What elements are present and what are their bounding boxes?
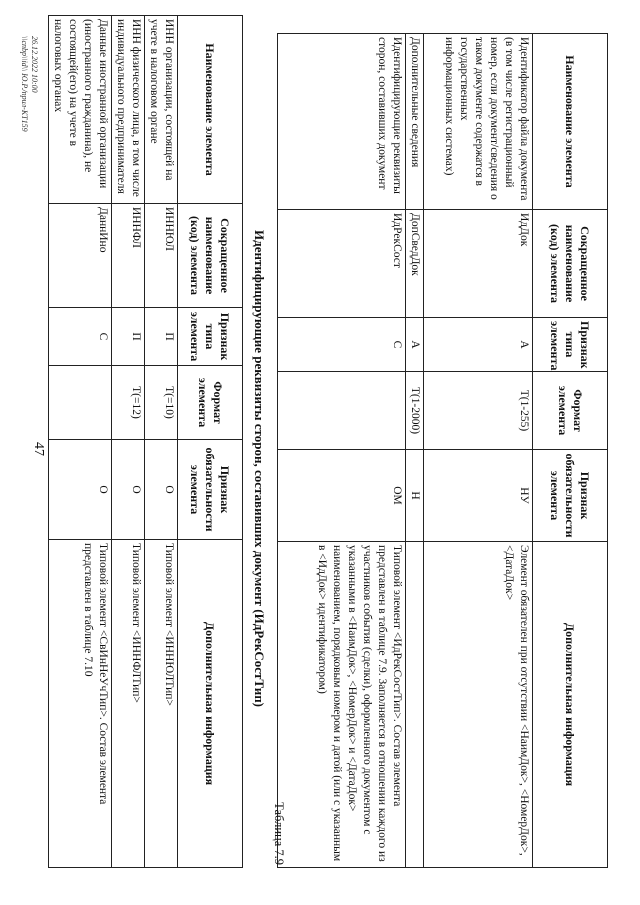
header-code: Сокращенное наименование (код) элемента	[178, 204, 243, 308]
cell-name: Данные иностранной организации (иностранного гражданина), не состоящей(его) на учете в налоговых органах	[49, 16, 112, 204]
cell-name: Идентификатор файла документа (в том числе регистрационный номер, если документ/сведения о таком документе содержатся в государственных информационных системах)	[424, 34, 533, 210]
cell-info: Типовой элемент <ИдРекСостТип>. Состав элемента представлен в таблице 7.9. Заполняется в отношении каждого из участников события (сделки), оформленного документом с указанными в <НаимДок>, <НомерДок> и <ДатаДок> наименованием, порядковым номером и датой (или с указанным в <ИдДок> идентификатором)	[278, 542, 406, 868]
cell-format: T(=12)	[112, 366, 145, 440]
table-row	[145, 16, 178, 868]
cell-type: А	[424, 318, 533, 372]
header-format: Формат элемента	[178, 366, 243, 440]
page-number: 47	[31, 442, 46, 456]
cell-name: ИНН организации, состоящей на учете в налоговом органе	[145, 16, 178, 204]
cell-required: ОМ	[278, 450, 406, 542]
table-document-elements	[277, 33, 608, 868]
cell-info: Элемент обязателен при отсутствии <НаимДок>, <НомерДок>, <ДатаДок>	[424, 542, 533, 868]
table-header-row	[178, 16, 243, 868]
cell-type: С	[49, 308, 112, 366]
cell-name: ИНН физического лица, в том числе индивидуального предпринимателя	[112, 16, 145, 204]
cell-code: ИННЮЛ	[145, 204, 178, 308]
header-code: Сокращенное наименование (код) элемента	[533, 210, 608, 318]
cell-format: T(1-2000)	[406, 372, 424, 450]
cell-required: О	[112, 440, 145, 540]
cell-required: О	[49, 440, 112, 540]
header-name: Наименование элемента	[533, 34, 608, 210]
cell-type: П	[112, 308, 145, 366]
cell-name: Идентифицирующие реквизиты сторон, составивших документ	[278, 34, 406, 210]
cell-info: Типовой элемент <СвИнНеУчТип>. Состав элемента представлен в таблице 7.10	[49, 540, 112, 868]
cell-info: Типовой элемент <ИННФЛТип>	[112, 540, 145, 868]
cell-type: А	[406, 318, 424, 372]
table-row	[278, 34, 406, 868]
cell-code: ИдРекСост	[278, 210, 406, 318]
cell-format: T(=10)	[145, 366, 178, 440]
table-row	[424, 34, 533, 868]
cell-code: ИдДок	[424, 210, 533, 318]
cell-required: Н	[406, 450, 424, 542]
table-header-row	[533, 34, 608, 868]
cell-format: T(1-255)	[424, 372, 533, 450]
header-format: Формат элемента	[533, 372, 608, 450]
cell-type: П	[145, 308, 178, 366]
header-required: Признак обязательности элемента	[533, 450, 608, 542]
header-type: Признак типа элемента	[533, 318, 608, 372]
cell-code: ИННФЛ	[112, 204, 145, 308]
table-identifying-details	[48, 15, 243, 868]
header-info: Дополнительная информация	[178, 540, 243, 868]
table-row	[406, 34, 424, 868]
header-type: Признак типа элемента	[178, 308, 243, 366]
table-title: Идентифицирующие реквизиты сторон, составивших документ (ИдРекСостТип)	[252, 230, 267, 708]
cell-name: Дополнительные сведения	[406, 34, 424, 210]
header-required: Признак обязательности элемента	[178, 440, 243, 540]
cell-required: О	[145, 440, 178, 540]
stamp-path: \\cnbp\\id\\ Ю.Р./прил-КТ159	[20, 36, 29, 132]
table-row	[112, 16, 145, 868]
header-name: Наименование элемента	[178, 16, 243, 204]
cell-type: С	[278, 318, 406, 372]
table-label: Таблица 7.9	[272, 802, 286, 865]
cell-info: Типовой элемент <ИННЮЛТип>	[145, 540, 178, 868]
table-row	[49, 16, 112, 868]
header-info: Дополнительная информация	[533, 542, 608, 868]
cell-required: НУ	[424, 450, 533, 542]
cell-info	[406, 542, 424, 868]
cell-format	[278, 372, 406, 450]
cell-code: ДопСведДок	[406, 210, 424, 318]
cell-format	[49, 366, 112, 440]
stamp-date: 26.12.2022 10:00	[30, 36, 39, 93]
footer-stamp	[19, 36, 39, 132]
cell-code: ДаннИно	[49, 204, 112, 308]
